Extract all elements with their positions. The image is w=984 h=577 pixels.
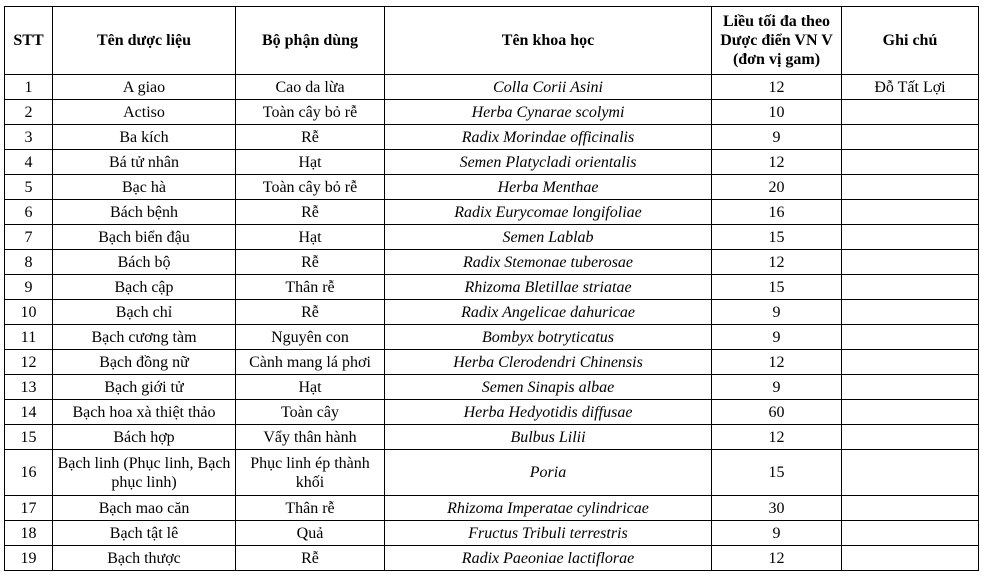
cell-max-dose: 15 <box>712 450 842 496</box>
cell-part-used: Rễ <box>236 250 385 275</box>
header-scientific-name: Tên khoa học <box>385 7 712 75</box>
cell-stt: 17 <box>5 496 53 521</box>
cell-max-dose: 10 <box>712 100 842 125</box>
table-row <box>5 425 979 450</box>
cell-note <box>842 350 979 375</box>
cell-herb-name: Bạch cập <box>53 275 236 300</box>
cell-note <box>842 325 979 350</box>
cell-max-dose: 12 <box>712 250 842 275</box>
cell-herb-name: Ba kích <box>53 125 236 150</box>
cell-max-dose: 15 <box>712 275 842 300</box>
cell-scientific-name: Semen Platycladi orientalis <box>385 150 712 175</box>
cell-stt: 18 <box>5 521 53 546</box>
table-row <box>5 150 979 175</box>
cell-herb-name: Bạch cương tàm <box>53 325 236 350</box>
cell-note <box>842 275 979 300</box>
cell-max-dose: 9 <box>712 125 842 150</box>
table-row <box>5 350 979 375</box>
cell-part-used: Hạt <box>236 375 385 400</box>
header-max-dose: Liều tối đa theo Dược điển VN V (đơn vị gam) <box>712 7 842 75</box>
cell-note <box>842 150 979 175</box>
header-part: Bộ phận dùng <box>236 7 385 75</box>
cell-scientific-name: Bombyx botryticatus <box>385 325 712 350</box>
cell-scientific-name: Herba Cynarae scolymi <box>385 100 712 125</box>
cell-max-dose: 12 <box>712 150 842 175</box>
table-row <box>5 225 979 250</box>
cell-note <box>842 250 979 275</box>
table-row <box>5 100 979 125</box>
table-row <box>5 546 979 571</box>
cell-herb-name: Bạch linh (Phục linh, Bạch phục linh) <box>53 450 236 496</box>
cell-scientific-name: Herba Menthae <box>385 175 712 200</box>
cell-part-used: Thân rễ <box>236 275 385 300</box>
cell-note <box>842 375 979 400</box>
cell-scientific-name: Herba Hedyotidis diffusae <box>385 400 712 425</box>
cell-note <box>842 496 979 521</box>
cell-part-used: Rễ <box>236 200 385 225</box>
table-row <box>5 75 979 100</box>
cell-part-used: Cành mang lá phơi <box>236 350 385 375</box>
cell-stt: 6 <box>5 200 53 225</box>
cell-scientific-name: Semen Sinapis albae <box>385 375 712 400</box>
table-row <box>5 450 979 496</box>
table-row <box>5 275 979 300</box>
cell-scientific-name: Radix Angelicae dahuricae <box>385 300 712 325</box>
table-row <box>5 325 979 350</box>
cell-part-used: Toàn cây bỏ rễ <box>236 175 385 200</box>
table-row <box>5 375 979 400</box>
herbal-dose-table <box>4 6 979 571</box>
cell-part-used: Hạt <box>236 225 385 250</box>
cell-scientific-name: Poria <box>385 450 712 496</box>
cell-max-dose: 9 <box>712 375 842 400</box>
table-body <box>5 75 979 571</box>
cell-max-dose: 9 <box>712 521 842 546</box>
cell-stt: 19 <box>5 546 53 571</box>
table-row <box>5 125 979 150</box>
cell-herb-name: Actiso <box>53 100 236 125</box>
cell-scientific-name: Herba Clerodendri Chinensis <box>385 350 712 375</box>
cell-stt: 15 <box>5 425 53 450</box>
cell-herb-name: Bạch tật lê <box>53 521 236 546</box>
cell-note <box>842 225 979 250</box>
cell-part-used: Phục linh ép thành khối <box>236 450 385 496</box>
cell-scientific-name: Radix Stemonae tuberosae <box>385 250 712 275</box>
cell-part-used: Toàn cây bỏ rễ <box>236 100 385 125</box>
cell-part-used: Vẩy thân hành <box>236 425 385 450</box>
cell-stt: 12 <box>5 350 53 375</box>
cell-max-dose: 60 <box>712 400 842 425</box>
cell-herb-name: Bạch mao căn <box>53 496 236 521</box>
cell-part-used: Toàn cây <box>236 400 385 425</box>
cell-note <box>842 521 979 546</box>
cell-max-dose: 15 <box>712 225 842 250</box>
cell-herb-name: A giao <box>53 75 236 100</box>
cell-herb-name: Bạch đồng nữ <box>53 350 236 375</box>
cell-stt: 11 <box>5 325 53 350</box>
cell-herb-name: Bạch thược <box>53 546 236 571</box>
cell-scientific-name: Radix Morindae officinalis <box>385 125 712 150</box>
cell-scientific-name: Colla Corii Asini <box>385 75 712 100</box>
cell-part-used: Hạt <box>236 150 385 175</box>
cell-scientific-name: Bulbus Lilii <box>385 425 712 450</box>
header-note: Ghi chú <box>842 7 979 75</box>
cell-max-dose: 12 <box>712 350 842 375</box>
header-name: Tên dược liệu <box>53 7 236 75</box>
cell-stt: 3 <box>5 125 53 150</box>
cell-stt: 4 <box>5 150 53 175</box>
cell-herb-name: Bạch giới tử <box>53 375 236 400</box>
cell-max-dose: 12 <box>712 75 842 100</box>
cell-note <box>842 200 979 225</box>
cell-note: Đỗ Tất Lợi <box>842 75 979 100</box>
cell-max-dose: 12 <box>712 546 842 571</box>
cell-part-used: Thân rễ <box>236 496 385 521</box>
cell-note <box>842 400 979 425</box>
cell-max-dose: 30 <box>712 496 842 521</box>
cell-herb-name: Bách bệnh <box>53 200 236 225</box>
cell-note <box>842 125 979 150</box>
cell-note <box>842 300 979 325</box>
table-row <box>5 400 979 425</box>
cell-herb-name: Bạch hoa xà thiệt thảo <box>53 400 236 425</box>
cell-stt: 13 <box>5 375 53 400</box>
table-row <box>5 300 979 325</box>
cell-max-dose: 16 <box>712 200 842 225</box>
cell-note <box>842 425 979 450</box>
cell-stt: 14 <box>5 400 53 425</box>
table-row <box>5 521 979 546</box>
cell-stt: 8 <box>5 250 53 275</box>
table-row <box>5 200 979 225</box>
table-row <box>5 250 979 275</box>
cell-herb-name: Bạch biển đậu <box>53 225 236 250</box>
table-row <box>5 496 979 521</box>
cell-max-dose: 9 <box>712 325 842 350</box>
table-row <box>5 175 979 200</box>
cell-note <box>842 546 979 571</box>
cell-scientific-name: Radix Paeoniae lactiflorae <box>385 546 712 571</box>
cell-herb-name: Bạch chỉ <box>53 300 236 325</box>
cell-part-used: Rễ <box>236 300 385 325</box>
cell-note <box>842 175 979 200</box>
cell-note <box>842 450 979 496</box>
cell-part-used: Rễ <box>236 546 385 571</box>
cell-stt: 9 <box>5 275 53 300</box>
cell-scientific-name: Rhizoma Imperatae cylindricae <box>385 496 712 521</box>
cell-stt: 5 <box>5 175 53 200</box>
cell-herb-name: Bách hợp <box>53 425 236 450</box>
cell-stt: 7 <box>5 225 53 250</box>
cell-scientific-name: Rhizoma Bletillae striatae <box>385 275 712 300</box>
cell-note <box>842 100 979 125</box>
cell-herb-name: Bạc hà <box>53 175 236 200</box>
cell-stt: 10 <box>5 300 53 325</box>
cell-max-dose: 20 <box>712 175 842 200</box>
cell-scientific-name: Semen Lablab <box>385 225 712 250</box>
cell-stt: 1 <box>5 75 53 100</box>
cell-max-dose: 12 <box>712 425 842 450</box>
cell-scientific-name: Fructus Tribuli terrestris <box>385 521 712 546</box>
cell-part-used: Rễ <box>236 125 385 150</box>
cell-part-used: Quả <box>236 521 385 546</box>
cell-stt: 2 <box>5 100 53 125</box>
cell-part-used: Nguyên con <box>236 325 385 350</box>
cell-scientific-name: Radix Eurycomae longifoliae <box>385 200 712 225</box>
cell-herb-name: Bách bộ <box>53 250 236 275</box>
table-header-row <box>5 7 979 75</box>
header-stt: STT <box>5 7 53 75</box>
cell-stt: 16 <box>5 450 53 496</box>
cell-herb-name: Bá tử nhân <box>53 150 236 175</box>
cell-max-dose: 9 <box>712 300 842 325</box>
cell-part-used: Cao da lừa <box>236 75 385 100</box>
